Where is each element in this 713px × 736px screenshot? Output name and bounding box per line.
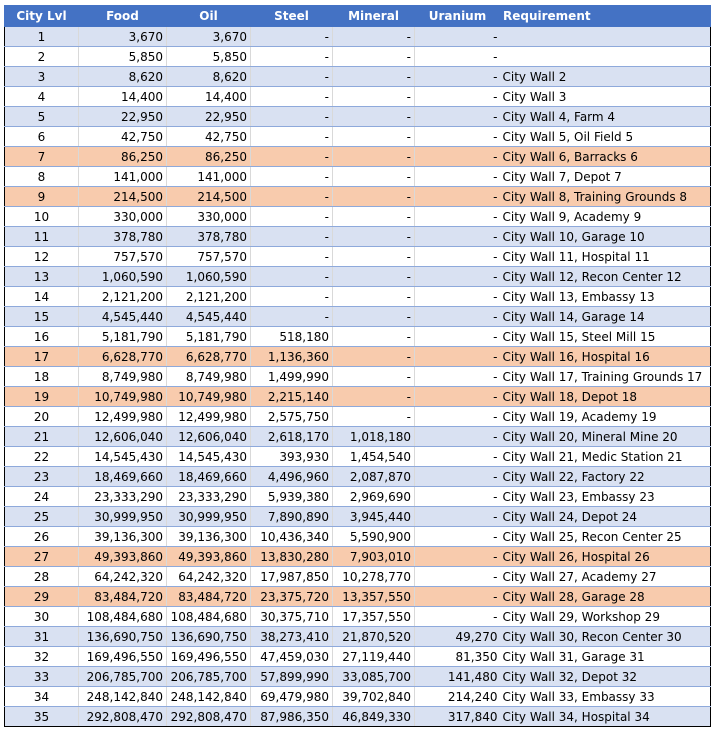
cell-oil: 23,333,290 [167, 487, 251, 507]
table-row [5, 547, 711, 567]
cell-food: 42,750 [79, 127, 167, 147]
table-row [5, 327, 711, 347]
cell-mineral: - [333, 407, 415, 427]
cell-requirement: City Wall 11, Hospital 11 [501, 247, 711, 267]
table-row [5, 307, 711, 327]
cell-city-lvl: 34 [5, 687, 79, 707]
cell-food: 22,950 [79, 107, 167, 127]
cell-mineral: 33,085,700 [333, 667, 415, 687]
cell-city-lvl: 23 [5, 467, 79, 487]
cell-mineral: - [333, 207, 415, 227]
header-row [5, 6, 711, 27]
cell-steel: 47,459,030 [251, 647, 333, 667]
cell-steel: 4,496,960 [251, 467, 333, 487]
cell-steel: 1,136,360 [251, 347, 333, 367]
cell-uranium: - [415, 47, 501, 67]
cell-city-lvl: 8 [5, 167, 79, 187]
cell-uranium: - [415, 347, 501, 367]
cell-requirement: City Wall 20, Mineral Mine 20 [501, 427, 711, 447]
cell-city-lvl: 11 [5, 227, 79, 247]
cell-food: 64,242,320 [79, 567, 167, 587]
cell-steel: 87,986,350 [251, 707, 333, 727]
cell-requirement [501, 27, 711, 47]
cell-steel: 518,180 [251, 327, 333, 347]
cell-oil: 86,250 [167, 147, 251, 167]
cell-mineral: - [333, 167, 415, 187]
cell-oil: 5,850 [167, 47, 251, 67]
cell-uranium: - [415, 247, 501, 267]
cell-uranium: - [415, 607, 501, 627]
cell-food: 10,749,980 [79, 387, 167, 407]
cell-food: 206,785,700 [79, 667, 167, 687]
cell-requirement: City Wall 21, Medic Station 21 [501, 447, 711, 467]
table-row [5, 587, 711, 607]
cell-oil: 30,999,950 [167, 507, 251, 527]
cell-steel: - [251, 87, 333, 107]
cell-requirement: City Wall 30, Recon Center 30 [501, 627, 711, 647]
table-row [5, 167, 711, 187]
cell-uranium: - [415, 267, 501, 287]
cell-food: 136,690,750 [79, 627, 167, 647]
table-row [5, 567, 711, 587]
cell-steel: 2,215,140 [251, 387, 333, 407]
cell-mineral: 13,357,550 [333, 587, 415, 607]
cell-requirement: City Wall 25, Recon Center 25 [501, 527, 711, 547]
cell-steel: - [251, 167, 333, 187]
table-row [5, 127, 711, 147]
cell-requirement: City Wall 26, Hospital 26 [501, 547, 711, 567]
cell-city-lvl: 15 [5, 307, 79, 327]
cell-oil: 2,121,200 [167, 287, 251, 307]
cell-requirement: City Wall 28, Garage 28 [501, 587, 711, 607]
cell-food: 8,620 [79, 67, 167, 87]
cell-requirement: City Wall 15, Steel Mill 15 [501, 327, 711, 347]
cell-food: 83,484,720 [79, 587, 167, 607]
cell-uranium: - [415, 287, 501, 307]
cell-uranium: - [415, 487, 501, 507]
cell-requirement: City Wall 7, Depot 7 [501, 167, 711, 187]
cell-uranium: - [415, 227, 501, 247]
cell-uranium: - [415, 147, 501, 167]
cell-food: 39,136,300 [79, 527, 167, 547]
cell-city-lvl: 32 [5, 647, 79, 667]
cell-requirement: City Wall 16, Hospital 16 [501, 347, 711, 367]
cell-requirement: City Wall 6, Barracks 6 [501, 147, 711, 167]
cell-mineral: - [333, 387, 415, 407]
table-row [5, 647, 711, 667]
cell-uranium: - [415, 567, 501, 587]
header-steel: Steel [251, 6, 333, 27]
cell-food: 12,499,980 [79, 407, 167, 427]
table-row [5, 67, 711, 87]
cell-oil: 12,606,040 [167, 427, 251, 447]
cell-mineral: 21,870,520 [333, 627, 415, 647]
cell-city-lvl: 29 [5, 587, 79, 607]
cell-oil: 49,393,860 [167, 547, 251, 567]
cell-city-lvl: 22 [5, 447, 79, 467]
cell-uranium: - [415, 507, 501, 527]
cell-requirement: City Wall 27, Academy 27 [501, 567, 711, 587]
cell-requirement [501, 47, 711, 67]
cell-food: 8,749,980 [79, 367, 167, 387]
cell-food: 330,000 [79, 207, 167, 227]
cell-food: 49,393,860 [79, 547, 167, 567]
cell-steel: - [251, 107, 333, 127]
cell-oil: 141,000 [167, 167, 251, 187]
header-mineral: Mineral [333, 6, 415, 27]
cell-mineral: - [333, 27, 415, 47]
cell-oil: 5,181,790 [167, 327, 251, 347]
cell-mineral: 1,018,180 [333, 427, 415, 447]
table-row [5, 267, 711, 287]
cell-requirement: City Wall 2 [501, 67, 711, 87]
cell-oil: 18,469,660 [167, 467, 251, 487]
cell-requirement: City Wall 8, Training Grounds 8 [501, 187, 711, 207]
cell-city-lvl: 13 [5, 267, 79, 287]
cell-mineral: - [333, 87, 415, 107]
table-row [5, 387, 711, 407]
cell-requirement: City Wall 10, Garage 10 [501, 227, 711, 247]
table-row [5, 367, 711, 387]
cell-food: 12,606,040 [79, 427, 167, 447]
cell-city-lvl: 1 [5, 27, 79, 47]
cell-steel: 57,899,990 [251, 667, 333, 687]
cell-steel: - [251, 147, 333, 167]
cell-requirement: City Wall 29, Workshop 29 [501, 607, 711, 627]
cell-oil: 292,808,470 [167, 707, 251, 727]
cell-steel: 17,987,850 [251, 567, 333, 587]
cell-city-lvl: 19 [5, 387, 79, 407]
cell-requirement: City Wall 24, Depot 24 [501, 507, 711, 527]
cell-uranium: - [415, 587, 501, 607]
cell-city-lvl: 18 [5, 367, 79, 387]
cell-steel: 7,890,890 [251, 507, 333, 527]
table-row [5, 47, 711, 67]
cell-uranium: - [415, 427, 501, 447]
cell-steel: - [251, 207, 333, 227]
cell-oil: 757,570 [167, 247, 251, 267]
table-row [5, 527, 711, 547]
cell-steel: 10,436,340 [251, 527, 333, 547]
table-row [5, 507, 711, 527]
cell-requirement: City Wall 23, Embassy 23 [501, 487, 711, 507]
table-row [5, 707, 711, 727]
cell-oil: 83,484,720 [167, 587, 251, 607]
cell-requirement: City Wall 17, Training Grounds 17 [501, 367, 711, 387]
cell-steel: - [251, 47, 333, 67]
cell-uranium: - [415, 207, 501, 227]
table-row [5, 147, 711, 167]
cell-requirement: City Wall 19, Academy 19 [501, 407, 711, 427]
header-oil: Oil [167, 6, 251, 27]
cell-mineral: 10,278,770 [333, 567, 415, 587]
cell-oil: 12,499,980 [167, 407, 251, 427]
cell-food: 1,060,590 [79, 267, 167, 287]
header-uranium: Uranium [415, 6, 501, 27]
cell-oil: 22,950 [167, 107, 251, 127]
cell-oil: 8,620 [167, 67, 251, 87]
cell-city-lvl: 30 [5, 607, 79, 627]
cell-food: 14,545,430 [79, 447, 167, 467]
cell-steel: 1,499,990 [251, 367, 333, 387]
cell-city-lvl: 26 [5, 527, 79, 547]
cell-mineral: 39,702,840 [333, 687, 415, 707]
cell-city-lvl: 17 [5, 347, 79, 367]
cell-mineral: - [333, 267, 415, 287]
cell-mineral: - [333, 127, 415, 147]
cell-uranium: - [415, 87, 501, 107]
cell-requirement: City Wall 13, Embassy 13 [501, 287, 711, 307]
cell-steel: 69,479,980 [251, 687, 333, 707]
cell-steel: 2,575,750 [251, 407, 333, 427]
cell-steel: - [251, 227, 333, 247]
cell-mineral: 2,969,690 [333, 487, 415, 507]
table-row [5, 347, 711, 367]
cell-mineral: 5,590,900 [333, 527, 415, 547]
cell-mineral: - [333, 47, 415, 67]
cell-mineral: - [333, 147, 415, 167]
cell-mineral: - [333, 107, 415, 127]
cell-oil: 4,545,440 [167, 307, 251, 327]
table-row [5, 407, 711, 427]
cell-uranium: - [415, 187, 501, 207]
cell-uranium: - [415, 367, 501, 387]
cell-city-lvl: 7 [5, 147, 79, 167]
cell-uranium: 214,240 [415, 687, 501, 707]
cell-city-lvl: 4 [5, 87, 79, 107]
cell-steel: - [251, 267, 333, 287]
cell-food: 3,670 [79, 27, 167, 47]
cell-uranium: - [415, 547, 501, 567]
cell-mineral: 7,903,010 [333, 547, 415, 567]
cell-food: 292,808,470 [79, 707, 167, 727]
cell-mineral: - [333, 247, 415, 267]
cell-city-lvl: 27 [5, 547, 79, 567]
cell-city-lvl: 10 [5, 207, 79, 227]
cell-food: 14,400 [79, 87, 167, 107]
cell-city-lvl: 12 [5, 247, 79, 267]
cell-city-lvl: 33 [5, 667, 79, 687]
cell-steel: - [251, 67, 333, 87]
cell-requirement: City Wall 4, Farm 4 [501, 107, 711, 127]
table-row [5, 247, 711, 267]
cell-city-lvl: 5 [5, 107, 79, 127]
table-row [5, 187, 711, 207]
cell-oil: 42,750 [167, 127, 251, 147]
cell-mineral: - [333, 187, 415, 207]
cell-uranium: 141,480 [415, 667, 501, 687]
cell-requirement: City Wall 34, Hospital 34 [501, 707, 711, 727]
cell-food: 214,500 [79, 187, 167, 207]
table-row [5, 627, 711, 647]
table-row [5, 87, 711, 107]
cell-steel: 23,375,720 [251, 587, 333, 607]
cell-steel: - [251, 27, 333, 47]
cell-oil: 1,060,590 [167, 267, 251, 287]
cell-city-lvl: 21 [5, 427, 79, 447]
cell-food: 248,142,840 [79, 687, 167, 707]
table-row [5, 667, 711, 687]
cell-mineral: 27,119,440 [333, 647, 415, 667]
cell-oil: 330,000 [167, 207, 251, 227]
cell-city-lvl: 25 [5, 507, 79, 527]
cell-mineral: - [333, 307, 415, 327]
cell-mineral: 46,849,330 [333, 707, 415, 727]
cell-food: 30,999,950 [79, 507, 167, 527]
cell-mineral: - [333, 347, 415, 367]
cell-food: 4,545,440 [79, 307, 167, 327]
cell-food: 141,000 [79, 167, 167, 187]
table-body [5, 27, 711, 727]
cell-oil: 136,690,750 [167, 627, 251, 647]
cell-steel: - [251, 187, 333, 207]
cell-food: 5,850 [79, 47, 167, 67]
table-row [5, 287, 711, 307]
table-row [5, 207, 711, 227]
table-row [5, 687, 711, 707]
city-level-table [4, 5, 711, 727]
cell-city-lvl: 31 [5, 627, 79, 647]
cell-steel: 393,930 [251, 447, 333, 467]
cell-steel: 5,939,380 [251, 487, 333, 507]
cell-uranium: - [415, 527, 501, 547]
cell-mineral: 17,357,550 [333, 607, 415, 627]
cell-requirement: City Wall 12, Recon Center 12 [501, 267, 711, 287]
cell-uranium: - [415, 127, 501, 147]
cell-uranium: - [415, 447, 501, 467]
cell-steel: 2,618,170 [251, 427, 333, 447]
cell-oil: 378,780 [167, 227, 251, 247]
cell-mineral: 3,945,440 [333, 507, 415, 527]
cell-mineral: - [333, 287, 415, 307]
cell-requirement: City Wall 5, Oil Field 5 [501, 127, 711, 147]
cell-uranium: - [415, 307, 501, 327]
header-food: Food [79, 6, 167, 27]
cell-uranium: - [415, 467, 501, 487]
cell-mineral: - [333, 367, 415, 387]
cell-uranium: - [415, 27, 501, 47]
cell-city-lvl: 9 [5, 187, 79, 207]
cell-uranium: - [415, 407, 501, 427]
cell-uranium: 81,350 [415, 647, 501, 667]
table-row [5, 27, 711, 47]
cell-oil: 39,136,300 [167, 527, 251, 547]
cell-food: 378,780 [79, 227, 167, 247]
cell-city-lvl: 14 [5, 287, 79, 307]
cell-oil: 14,400 [167, 87, 251, 107]
cell-steel: 38,273,410 [251, 627, 333, 647]
cell-steel: - [251, 307, 333, 327]
cell-mineral: 2,087,870 [333, 467, 415, 487]
table-row [5, 447, 711, 467]
cell-city-lvl: 28 [5, 567, 79, 587]
table-row [5, 227, 711, 247]
cell-steel: - [251, 127, 333, 147]
table-row [5, 107, 711, 127]
cell-requirement: City Wall 14, Garage 14 [501, 307, 711, 327]
cell-city-lvl: 2 [5, 47, 79, 67]
cell-steel: - [251, 287, 333, 307]
cell-oil: 3,670 [167, 27, 251, 47]
cell-oil: 10,749,980 [167, 387, 251, 407]
cell-requirement: City Wall 22, Factory 22 [501, 467, 711, 487]
cell-food: 18,469,660 [79, 467, 167, 487]
cell-food: 169,496,550 [79, 647, 167, 667]
cell-uranium: - [415, 167, 501, 187]
cell-requirement: City Wall 32, Depot 32 [501, 667, 711, 687]
cell-uranium: - [415, 67, 501, 87]
cell-oil: 64,242,320 [167, 567, 251, 587]
table-row [5, 467, 711, 487]
cell-city-lvl: 24 [5, 487, 79, 507]
cell-steel: 30,375,710 [251, 607, 333, 627]
cell-city-lvl: 16 [5, 327, 79, 347]
cell-requirement: City Wall 33, Embassy 33 [501, 687, 711, 707]
cell-food: 108,484,680 [79, 607, 167, 627]
header-requirement: Requirement [501, 6, 711, 27]
cell-oil: 14,545,430 [167, 447, 251, 467]
cell-food: 86,250 [79, 147, 167, 167]
table-row [5, 487, 711, 507]
cell-city-lvl: 6 [5, 127, 79, 147]
cell-food: 757,570 [79, 247, 167, 267]
cell-oil: 169,496,550 [167, 647, 251, 667]
cell-oil: 248,142,840 [167, 687, 251, 707]
cell-food: 5,181,790 [79, 327, 167, 347]
cell-food: 6,628,770 [79, 347, 167, 367]
cell-mineral: - [333, 67, 415, 87]
cell-uranium: 317,840 [415, 707, 501, 727]
cell-oil: 206,785,700 [167, 667, 251, 687]
cell-oil: 8,749,980 [167, 367, 251, 387]
cell-oil: 108,484,680 [167, 607, 251, 627]
cell-oil: 214,500 [167, 187, 251, 207]
cell-mineral: - [333, 327, 415, 347]
cell-requirement: City Wall 9, Academy 9 [501, 207, 711, 227]
cell-requirement: City Wall 3 [501, 87, 711, 107]
cell-uranium: - [415, 327, 501, 347]
cell-oil: 6,628,770 [167, 347, 251, 367]
table-row [5, 607, 711, 627]
cell-requirement: City Wall 18, Depot 18 [501, 387, 711, 407]
cell-food: 2,121,200 [79, 287, 167, 307]
cell-requirement: City Wall 31, Garage 31 [501, 647, 711, 667]
cell-food: 23,333,290 [79, 487, 167, 507]
cell-steel: - [251, 247, 333, 267]
cell-uranium: - [415, 387, 501, 407]
cell-city-lvl: 20 [5, 407, 79, 427]
header-city-lvl: City Lvl [5, 6, 79, 27]
cell-mineral: 1,454,540 [333, 447, 415, 467]
table-row [5, 427, 711, 447]
cell-city-lvl: 35 [5, 707, 79, 727]
cell-uranium: - [415, 107, 501, 127]
cell-uranium: 49,270 [415, 627, 501, 647]
cell-mineral: - [333, 227, 415, 247]
cell-city-lvl: 3 [5, 67, 79, 87]
cell-steel: 13,830,280 [251, 547, 333, 567]
